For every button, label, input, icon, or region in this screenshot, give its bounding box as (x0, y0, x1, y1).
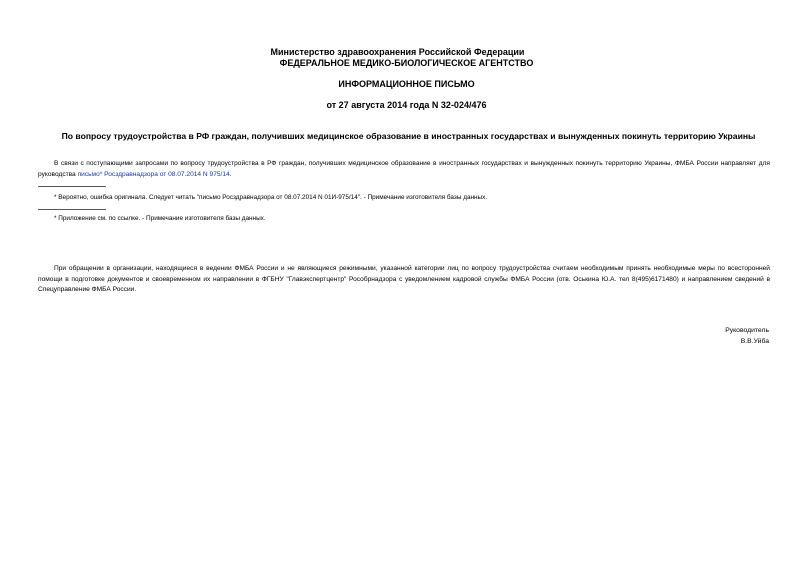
footnote-2: * Приложение см. по ссылке. - Примечание изготовителя базы данных. (54, 215, 266, 222)
signature-name: В.В.Уйба (740, 338, 769, 345)
agency-name: ФЕДЕРАЛЬНОЕ МЕДИКО-БИОЛОГИЧЕСКОЕ АГЕНТСТВО (279, 58, 534, 68)
document-date-number: от 27 августа 2014 года N 32-024/476 (326, 100, 487, 110)
document-type: ИНФОРМАЦИОННОЕ ПИСЬМО (338, 79, 475, 89)
paragraph-1-end: . (229, 170, 232, 178)
footnote-1: * Вероятно, ошибка оригинала. Следует читать "письмо Росздравнадзора от 08.07.2014 N 01И-975/14". - Примечание изготовителя базы данных. (54, 194, 488, 201)
document-subject: По вопросу трудоустройства в РФ граждан, получивших медицинское образование в иностранных государствах и вынужденных покинуть территорию Украины (61, 131, 756, 141)
ministry-name: Министерство здравоохранения Российской Федерации (270, 47, 525, 57)
paragraph-1-text: В связи с поступающими запросами по вопросу трудоустройства в РФ граждан, получивших медицинское образование в иностранных государствах и вынужденных покинуть территорию Украины, ФМБА России направляет для руководства (38, 160, 770, 178)
footnote-divider-2 (38, 209, 106, 210)
body-paragraph-2: При обращении в организации, находящиеся в ведении ФМБА России и не являющиеся режимными, указанной категории лиц по вопросу трудоустройства считаем необходимым принять необходимые меры по всесторонней помощи в подготовке документов и своевременном их направлении в ФГБНУ "Главэкспертцентр" Рособрнадзора с уведомлением кадровой службы ФМБА России (отв. Оськина Ю.А. тел 8(495)6171480) и направлением сведений в Спецуправление ФМБА России. (38, 265, 770, 293)
body-paragraph-1 (38, 159, 770, 180)
footnote-divider-1 (38, 186, 106, 187)
signature-title: Руководитель (725, 327, 769, 334)
roszdravnadzor-letter-link[interactable]: письмо* Росздравнадзора от 08.07.2014 N 975/14 (77, 170, 230, 178)
